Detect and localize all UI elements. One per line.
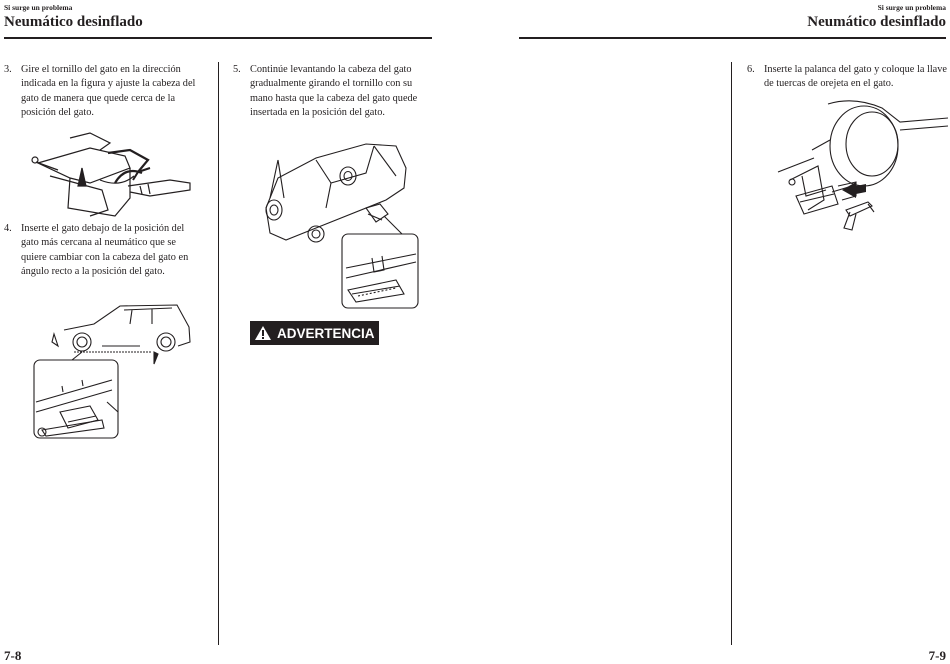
step-text: Continúe levantando la cabeza del gato gradualmente girando el tornillo con su mano hasta que la cabeza del gato quede insertada en la posición del gato. (250, 64, 418, 119)
step-text: Inserte la palanca del gato y coloque la llave de tuercas de orejeta en el gato. (764, 64, 947, 90)
step-3 (4, 63, 204, 121)
step-text: Inserte el gato debajo de la posición del gato más cercana al neumático que se quiere cambiar con la cabeza del gato en ángulo recto a la posición del gato. (21, 223, 189, 278)
car-jack-position-figure (32, 302, 197, 442)
right-page-title: Neumático desinflado (807, 14, 946, 30)
warning-label (250, 321, 379, 345)
step-number: 4. (4, 223, 12, 234)
step-4 (4, 222, 204, 280)
step-6 (747, 63, 947, 92)
car-jack-raised-figure (256, 138, 426, 313)
right-page-number: 7-9 (928, 648, 946, 663)
right-header-rule (519, 37, 946, 39)
left-section-label: Si surge un problema (4, 3, 73, 12)
left-header-rule (4, 37, 432, 39)
left-column-divider (218, 62, 219, 645)
step-number: 3. (4, 64, 12, 75)
step-text: Gire el tornillo del gato en la dirección indicada en la figura y ajuste la cabeza del gato de manera que quede cerca de la posición del gato. (21, 64, 196, 119)
step-number: 6. (747, 64, 755, 75)
left-page-number: 7-8 (4, 648, 22, 663)
jack-handle-tire-figure (772, 100, 948, 240)
step-5 (233, 63, 433, 121)
right-section-label: Si surge un problema (877, 3, 946, 12)
warning-triangle-icon (254, 325, 272, 341)
right-column-divider (731, 62, 732, 645)
jack-screw-figure (30, 128, 195, 218)
warning-text: ADVERTENCIA (277, 325, 375, 341)
step-number: 5. (233, 64, 241, 75)
left-page-title: Neumático desinflado (4, 14, 143, 30)
